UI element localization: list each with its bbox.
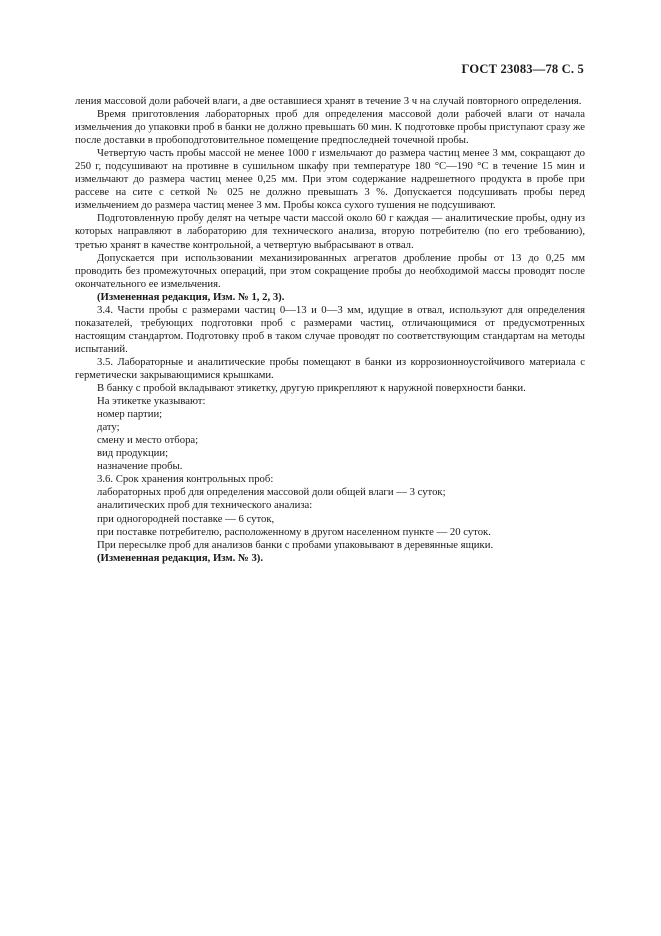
list-item: смену и место отбора;	[97, 434, 199, 447]
list-item: вид продукции;	[97, 447, 169, 460]
paragraph-3-6: 3.6. Срок хранения контрольных проб:	[97, 473, 274, 486]
paragraph-mechanized: Допускается при использовании механизированных агрегатов дробление пробы от 13 до 0,25 мм проводить без промежуточных операций, при этом сокращение пробы до необходимой массы проводят после окончательного ее измельчения.	[75, 251, 585, 290]
paragraph-3-5: 3.5. Лабораторные и аналитические пробы помещают в банки из коррозионноустойчивого материала с герметически закрывающимися крышками.	[75, 355, 585, 381]
list-item: дату;	[97, 421, 120, 434]
storage-item-local: при одногородней поставке — 6 суток,	[97, 512, 275, 525]
paragraph-continuation: ления массовой доли рабочей влаги, а две оставшиеся хранят в течение 3 ч на случай повторного определения.	[75, 95, 582, 107]
paragraph-division: Подготовленную пробу делят на четыре части массой около 60 г каждая — аналитические пробы, одну из которых направляют в лабораторию для технического анализа, вторую потребителю (по его требованию), третью хранят в качестве контрольной, а четвертую выбрасывают в отвал.	[75, 212, 585, 251]
document-body	[75, 95, 585, 565]
list-item: назначение пробы.	[97, 460, 183, 473]
amendment-note-2: (Измененная редакция, Изм. № 3).	[97, 551, 264, 564]
paragraph-shipping: При пересылке проб для анализов банки с пробами упаковывают в деревянные ящики.	[97, 538, 494, 551]
storage-item-remote: при поставке потребителю, расположенному в другом населенном пункте — 20 суток.	[97, 525, 491, 538]
storage-item-analytic: аналитических проб для технического анализа:	[97, 499, 313, 512]
amendment-note-1: (Измененная редакция, Изм. № 1, 2, 3).	[97, 290, 285, 303]
paragraph-label-intro: На этикетке указывают:	[97, 395, 206, 408]
list-item: номер партии;	[97, 408, 163, 421]
page-header: ГОСТ 23083—78 С. 5	[461, 62, 584, 76]
paragraph-label: В банку с пробой вкладывают этикетку, другую прикрепляют к наружной поверхности банки.	[97, 382, 526, 395]
storage-item-lab: лабораторных проб для определения массовой доли общей влаги — 3 суток;	[97, 486, 446, 499]
paragraph-preparation-time: Время приготовления лабораторных проб для определения массовой доли рабочей влаги от начала измельчения до упаковки проб в банки не должно превышать 60 мин. К подготовке пробы приступают сразу же после доставки в пробоподготовительное помещение предпоследней точечной пробы.	[75, 108, 585, 147]
paragraph-fourth-part: Четвертую часть пробы массой не менее 1000 г измельчают до размера частиц менее 3 мм, сокращают до 250 г, подсушивают на противне в сушильном шкафу при температуре 180 °С—190 °С в течение 15 мин и измельчают до размера частиц менее 0,25 мм. При этом содержание надрешетного продукта в пробе при рассеве на сите с сеткой № 025 не должно превышать 3 %. Допускается подсушивать пробы перед измельчением до размера частиц менее 3 мм. Пробы кокса сухого тушения не подсушивают.	[75, 147, 585, 212]
paragraph-3-4: 3.4. Части пробы с размерами частиц 0—13 и 0—3 мм, идущие в отвал, используют для определения показателей, требующих подготовки проб с размерами частиц, отличающимися от предусмотренных настоящим стандартом. Подготовку проб в таком случае проводят по соответствующим стандартам на методы испытаний.	[75, 303, 585, 355]
